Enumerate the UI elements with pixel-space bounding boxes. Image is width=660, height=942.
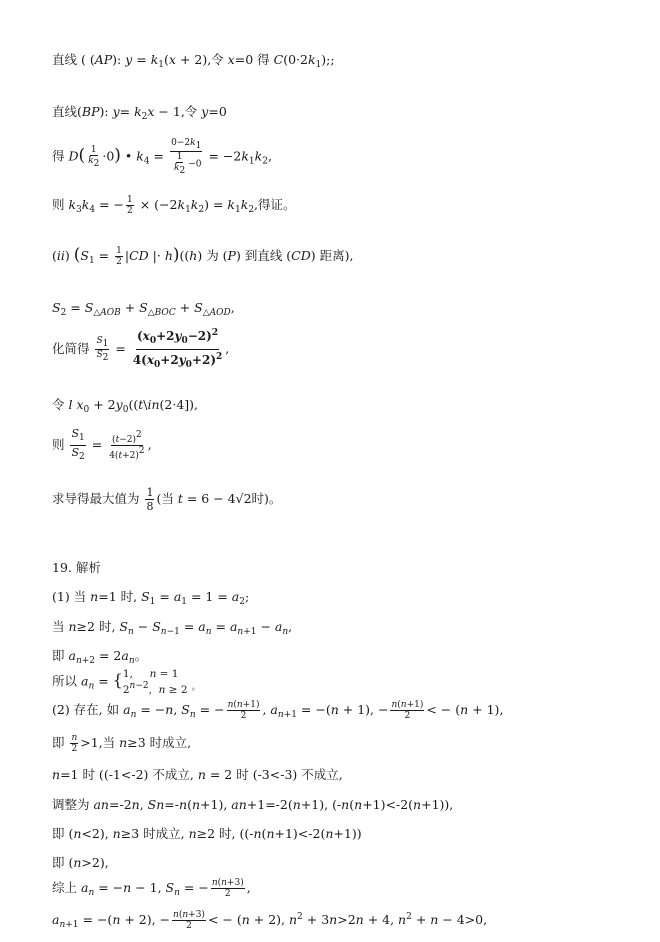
line-s1-def: (ii) ($S_1$ = $\frac{1}{2}$ |CD |· h)((h) 为 (P) 到直线 (CD) 距离), <box>52 245 354 267</box>
line-n-gt-2: 即 (n>2), <box>52 855 109 870</box>
line-d-point: 得 D( $\frac{1}{k2}$ ·0) • $k_4$ = 0−2k1 $\frac{1}{k2}$ −0 = $-2k_1k_2$, <box>52 138 272 176</box>
line-n1-case: (1) 当 n=1 时, $S_1 = a_1 = 1 = a_2$; <box>52 589 250 607</box>
line-recurrence: 即 $a_{n+2} = 2a_n$。 <box>52 648 148 666</box>
line-piecewise: 所以 $a_n$ = { 1, n = 1 2n−2, n ≥ 2 $_。$ <box>52 668 201 696</box>
line-k3k4: 则 $k_3k_4$ = − $\frac{1}{2}$ × $(-2k_1k_2) = k_1k_2$,得证。 <box>52 195 296 216</box>
line-part2-example: (2) 存在, 如 $a_n = -n$, $S_n$ = − $\frac{n(n+1)}{2}$ , $a_{n+1} = -(n + 1)$, − $\frac{n(n+1)}{2}$ < − (n + 1), <box>52 700 504 721</box>
line-summary: 综上 $a_n = -n - 1$, $S_n$ = − $\frac{n(n+3)}{2}$ , <box>52 878 251 899</box>
line-let-t: 令 l $x_0$ + $2y_0((t\backslash in(2\cdot 4])$, <box>52 397 198 415</box>
line-ratio-t: 则 $\frac{S_1}{S_2}$ = $\frac{(t-2)2}{4(t+2)2}$ , <box>52 427 152 462</box>
line-ratio-simplified: 化简得 $\frac{S1}{S2}$ = $\frac{(x_0+2y_0-2)^2}{4(x_0+2y_0+2)^2}$ , <box>52 328 230 370</box>
section-heading-19: 19. 解析 <box>52 560 101 575</box>
line-n-over-2: 即 $\frac{n}{2}$ >1,当 n≥3 时成立, <box>52 733 192 754</box>
line-final-inequality: $a_{n+1} = -(n + 2)$, − $\frac{n(n+3)}{2}$ < − (n + 2), $n^2 + 3n>2n + 4$, $n^2 + n - 4>0$, <box>52 910 488 931</box>
line-ap: 直线 ( (AP): $y = k_1(x + 2)$,令 x=0 得 $C(0\cdot 2k_1)$;; <box>52 52 335 70</box>
line-n2-case: 当 n≥2 时, $S_n - S_{n-1} = a_n = a_{n+1} - a_n$, <box>52 619 293 637</box>
line-condition: 即 (n<2), n≥3 时成立, n≥2 时, ((-n(n+1)<-2(n+1)) <box>52 826 362 841</box>
line-bp: 直线(BP): $y= k_2x - 1$,令 y=0 <box>52 104 227 122</box>
line-adjust: 调整为 an=-2n, Sn=-n(n+1), an+1=-2(n+1), (-n(n+1)<-2(n+1)), <box>52 797 454 812</box>
line-max-value: 求导得最大值为 $\frac{1}{8}$ (当 t = 6 − 4√2时)。 <box>52 486 282 513</box>
line-counterexample: n=1 时 ((-1<-2) 不成立, n = 2 时 (-3<-3) 不成立, <box>52 767 343 782</box>
line-s2-def: $S_2 = S_{\triangle AOB} + S_{\triangle BOC} + S_{\triangle AOD}$, <box>52 300 235 318</box>
